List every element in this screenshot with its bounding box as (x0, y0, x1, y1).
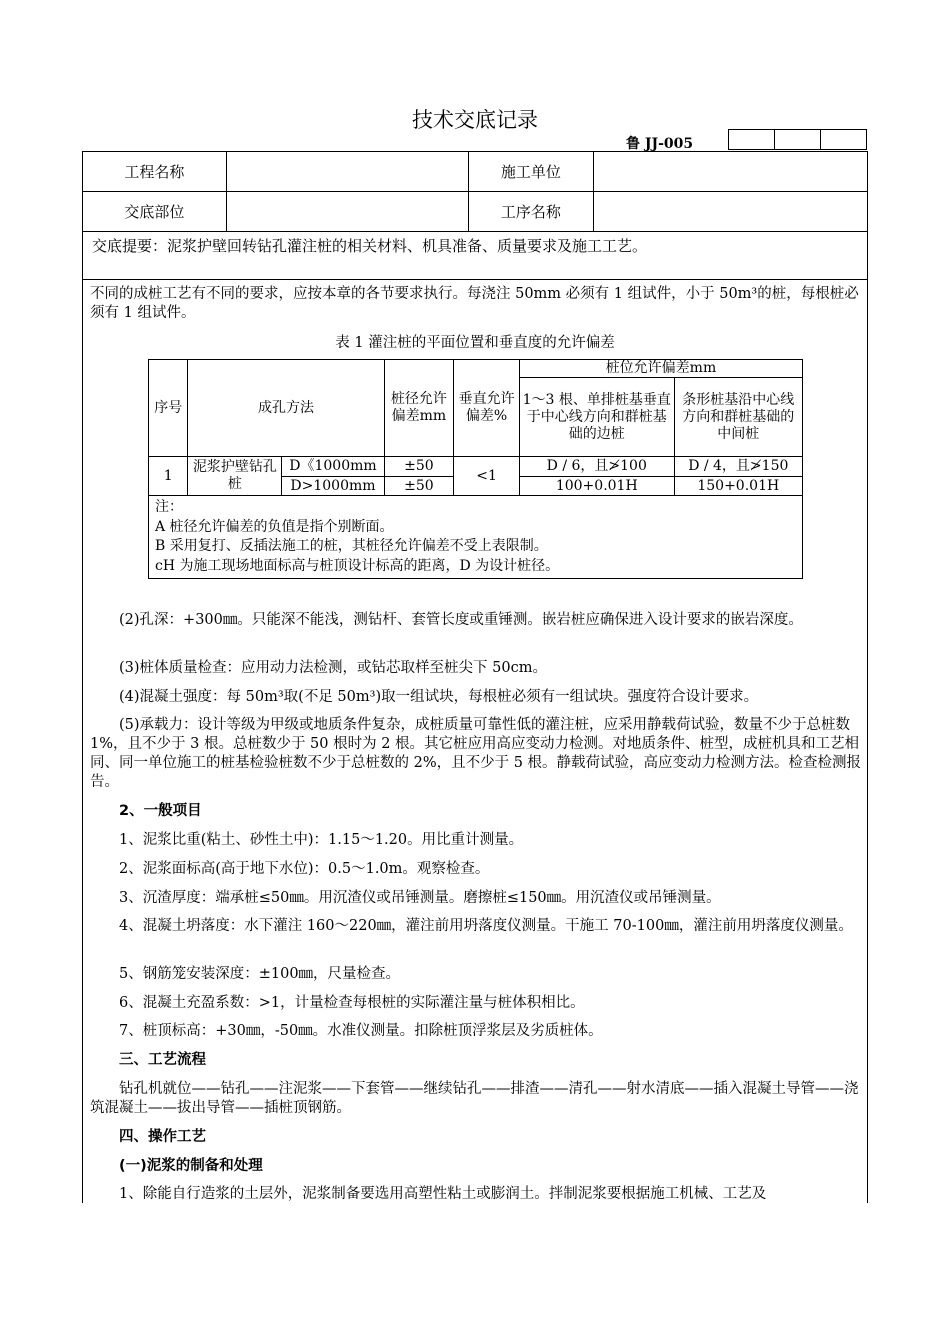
row1-dia: ±50 (384, 457, 454, 477)
row2-dia: ±50 (384, 477, 454, 496)
note-line: 注： (155, 499, 183, 515)
paragraph-depth: (2)孔深：+300㎜。只能深不能浅，测钻杆、套管长度或重锤测。嵌岩桩应确保进入设计要求的嵌岩深度。 (119, 612, 803, 628)
contractor-value[interactable] (594, 152, 868, 192)
general-item-7: 7、桩顶标高：+30㎜，-50㎜。水准仪测量。扣除桩顶浮浆层及劣质桩体。 (119, 1023, 603, 1039)
paragraph-concrete-strength: (4)混凝土强度：每 50m³取(不足 50m³)取一组试块，每根桩必须有一组试块。强度符合设计要求。 (119, 689, 759, 705)
row2-pos-a: 100+0.01H (519, 477, 674, 496)
paragraph-pile-quality: (3)桩体质量检查：应用动力法检测，或钻芯取样至桩尖下 50cm。 (119, 660, 547, 676)
heading-general-items: 2、一般项目 (119, 803, 202, 819)
part-label: 交底部位 (83, 192, 227, 232)
table-notes (149, 496, 803, 579)
process-label: 工序名称 (468, 192, 594, 232)
table-row (149, 457, 803, 477)
summary-text: 交底提要：泥浆护壁回转钻孔灌注桩的相关材料、机具准备、质量要求及施工工艺。 (92, 237, 648, 255)
general-item-3: 3、沉渣厚度：端承桩≤50㎜。用沉渣仪或吊锤测量。磨擦桩≤150㎜。用沉渣仪或吊锤测量。 (119, 890, 721, 906)
project-name-value[interactable] (226, 152, 468, 192)
general-item-2: 2、泥浆面标高(高于地下水位)：0.5～1.0m。观察检查。 (119, 861, 490, 877)
row-method: 泥浆护壁钻孔桩 (188, 457, 282, 496)
row1-pos-b: D / 4，且≯150 (674, 457, 802, 477)
col-position: 桩位允许偏差mm (519, 360, 802, 378)
general-item-6: 6、混凝土充盈系数：>1，计量检查每根桩的实际灌注量与桩体积相比。 (119, 995, 585, 1011)
table-notes-row (149, 496, 803, 579)
note-line: cH 为施工现场地面标高与桩顶设计标高的距离，D 为设计桩径。 (155, 557, 560, 574)
paragraph-bearing-capacity: (5)承载力：设计等级为甲级或地质条件复杂，成桩质量可靠性低的灌注桩，应采用静载荷试验，数量不少于总桩数 1%，且不少于 3 根。总桩数少于 50 根时为 2 根。其它桩应用高应变动力检测。对地质条件、桩型，成桩机具和工艺相同、同一单位施工的桩基检验桩数不少于总桩数的 2%，且不少于 5 根。静载荷试验，高应变动力检测方法。检查检测报告。 (90, 717, 862, 790)
header-table (82, 151, 868, 232)
code-box (820, 129, 867, 150)
part-value[interactable] (226, 192, 468, 232)
general-item-5: 5、钢筋笼安装深度：±100㎜，尺量检查。 (119, 966, 401, 982)
code-box (774, 129, 820, 150)
heading-operation: 四、操作工艺 (119, 1129, 206, 1145)
header-row (83, 192, 868, 232)
col-pos-a: 1～3 根、单排桩基垂直于中心线方向和群桩基础的边桩 (519, 378, 674, 457)
summary-box (82, 232, 868, 280)
process-flow-text: 钻孔机就位——钻孔——注泥浆——下套管——继续钻孔——排渣——清孔——射水清底——插入混凝土导管——浇筑混凝土——拔出导管——插桩顶钢筋。 (90, 1081, 859, 1116)
contractor-label: 施工单位 (468, 152, 594, 192)
row1-cond: D《1000mm (282, 457, 384, 477)
note-line: A 桩径允许偏差的负值是指个别断面。 (155, 518, 394, 535)
note-line: B 采用复打、反插法施工的桩，其桩径允许偏差不受上表限制。 (155, 538, 548, 554)
row2-pos-b: 150+0.01H (674, 477, 802, 496)
general-item-1: 1、泥浆比重(粘土、砂性土中)：1.15～1.20。用比重计测量。 (119, 832, 524, 848)
code-box (728, 129, 774, 150)
process-value[interactable] (594, 192, 868, 232)
col-no: 序号 (149, 360, 188, 457)
col-pos-b: 条形桩基沿中心线方向和群桩基础的中间桩 (674, 378, 802, 457)
project-name-label: 工程名称 (83, 152, 227, 192)
row-vertical: <1 (454, 457, 520, 496)
heading-mud: (一)泥浆的制备和处理 (119, 1158, 263, 1174)
row-no: 1 (149, 457, 188, 496)
header-row (83, 152, 868, 192)
row1-pos-a: D / 6，且≯100 (519, 457, 674, 477)
general-item-4: 4、混凝土坍落度：水下灌注 160～220㎜，灌注前用坍落度仪测量。干施工 70-100㎜，灌注前用坍落度仪测量。 (119, 918, 853, 934)
page-title: 技术交底记录 (412, 108, 538, 132)
intro-text: 不同的成桩工艺有不同的要求，应按本章的各节要求执行。每浇注 50mm 必须有 1 组试件，小于 50m³的桩，每根桩必须有 1 组试件。 (90, 286, 859, 321)
col-vertical: 垂直允许偏差% (454, 360, 520, 457)
table-caption: 表 1 灌注桩的平面位置和垂直度的允许偏差 (335, 335, 615, 351)
table-header-row (149, 360, 803, 378)
tolerance-table (148, 359, 803, 579)
col-method: 成孔方法 (188, 360, 384, 457)
col-diameter: 桩径允许偏差mm (384, 360, 454, 457)
code-boxes (728, 129, 867, 150)
form-code: 鲁 JJ-005 (626, 136, 694, 152)
mud-item-1: 1、除能自行造浆的土层外，泥浆制备要选用高塑性粘土或膨润土。拌制泥浆要根据施工机械、工艺及 (119, 1186, 767, 1202)
row2-cond: D>1000mm (282, 477, 384, 496)
heading-process-flow: 三、工艺流程 (119, 1052, 206, 1068)
